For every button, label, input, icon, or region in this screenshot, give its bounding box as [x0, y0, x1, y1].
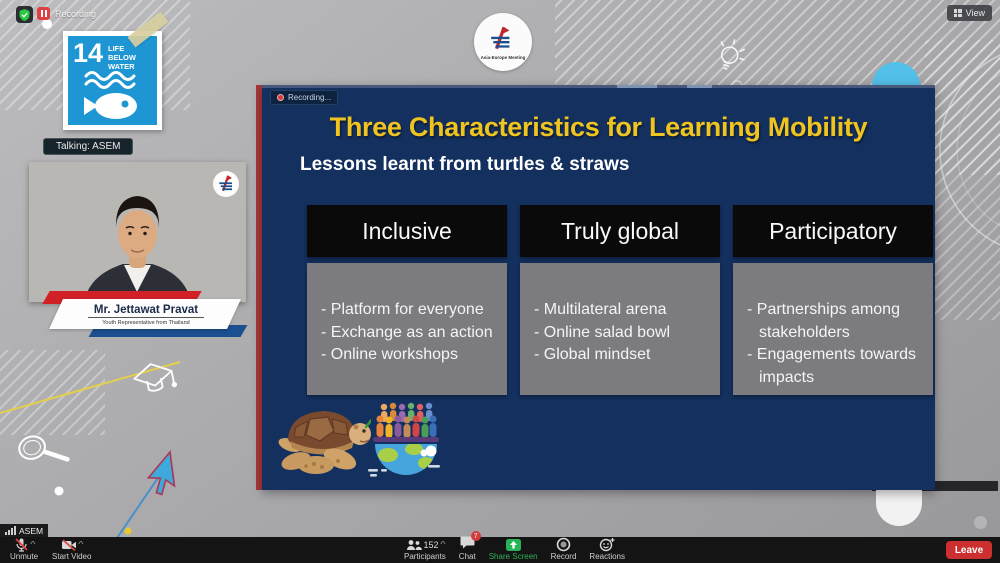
record-icon — [556, 537, 571, 552]
blue-line-decor — [117, 472, 162, 538]
view-label: View — [965, 8, 985, 18]
slide-subtitle: Lessons learnt from turtles & straws — [300, 154, 630, 175]
asem-logo-caption: Asia-Europe Meeting — [480, 55, 526, 60]
window-title-sliver — [262, 85, 935, 88]
security-shield-button[interactable] — [16, 6, 33, 23]
recording-label: Recording — [55, 8, 97, 19]
sdg-title-line2: BELOW WATER — [108, 53, 136, 71]
stripe-pattern-left — [0, 350, 105, 435]
share-screen-button[interactable] — [489, 538, 538, 561]
column-header: Participatory — [733, 205, 933, 257]
gray-dot-decor — [974, 516, 987, 529]
sea-turtle-illustration — [276, 401, 371, 479]
recording-icon — [37, 7, 50, 20]
reactions-button[interactable] — [589, 538, 625, 561]
bullet-item: - Multilateral arena — [534, 301, 667, 318]
asem-logo-icon — [488, 24, 518, 54]
leave-label: Leave — [954, 544, 984, 556]
cursor-arrow-icon — [144, 452, 189, 499]
column-inclusive — [307, 205, 507, 395]
mic-muted-icon — [14, 537, 29, 552]
signal-bars-icon — [5, 526, 16, 535]
speaker-role: Youth Representative from Thailand — [102, 320, 190, 326]
talking-status-badge — [43, 138, 133, 155]
leave-button[interactable] — [946, 541, 992, 559]
yellow-dot-decor — [125, 528, 132, 535]
column-header: Inclusive — [307, 205, 507, 257]
record-label: Record — [550, 552, 577, 561]
column-participatory — [733, 205, 933, 395]
reactions-label: Reactions — [589, 552, 625, 561]
bullet-item: - Online salad bowl — [534, 323, 671, 341]
people-on-globe-illustration — [368, 395, 444, 483]
participants-label: Participants — [404, 552, 446, 561]
speaker-avatar — [29, 162, 246, 302]
slide-columns — [307, 205, 933, 395]
video-off-icon — [61, 537, 77, 552]
participants-chevron[interactable]: ^ — [439, 539, 446, 549]
record-button[interactable] — [551, 538, 577, 561]
chat-badge: 7 — [471, 531, 481, 541]
video-options-chevron[interactable]: ^ — [78, 539, 84, 549]
participants-icon — [406, 538, 422, 552]
speaker-video-thumbnail[interactable] — [29, 162, 246, 302]
network-label: ASEM — [19, 525, 44, 536]
participants-button[interactable] — [404, 538, 446, 561]
bullet-item: - Engagements towards impacts — [747, 346, 916, 387]
bullet-item: - Exchange as an action — [321, 323, 493, 341]
column-body — [520, 263, 720, 395]
mic-options-chevron[interactable]: ^ — [29, 539, 36, 549]
asem-logo — [474, 13, 532, 71]
meeting-toolbar — [0, 532, 1000, 563]
talking-label: Talking: ASEM — [56, 141, 121, 152]
share-screen-label: Share Screen — [488, 552, 538, 561]
white-dot-decor — [42, 19, 52, 29]
bullet-item: - Global mindset — [534, 346, 651, 364]
bullet-item: - Platform for everyone — [321, 301, 484, 318]
sdg14-card — [63, 31, 162, 130]
chat-button[interactable] — [458, 532, 478, 561]
start-video-label: Start Video — [52, 552, 92, 561]
column-body — [307, 263, 507, 395]
shield-icon — [19, 9, 30, 21]
column-header: Truly global — [520, 205, 720, 257]
view-button[interactable] — [947, 5, 992, 21]
network-quality-badge — [0, 524, 48, 537]
participants-count: 152 — [423, 539, 439, 550]
sdg-number: 14 — [73, 38, 104, 68]
recording-dot-icon — [277, 94, 284, 101]
view-grid-icon — [954, 9, 962, 17]
shared-screen-slide — [262, 85, 935, 490]
slide-recording-label: Recording... — [288, 93, 332, 102]
unmute-button[interactable] — [10, 538, 38, 561]
speaker-nameplate — [44, 291, 244, 337]
bullet-item: - Online workshops — [321, 346, 458, 364]
column-body — [733, 263, 933, 395]
speaker-name: Mr. Jettawat Pravat — [88, 304, 204, 318]
fish-waves-icon — [68, 68, 157, 123]
slide-recording-badge — [270, 90, 338, 105]
slide-title: Three Characteristics for Learning Mobility — [329, 112, 868, 142]
recording-indicator[interactable] — [37, 7, 96, 20]
sdg-title-line1: LIFE — [108, 44, 125, 53]
column-truly-global — [520, 205, 720, 395]
white-dot-decor — [55, 487, 64, 496]
reactions-icon — [599, 537, 615, 552]
chat-label: Chat — [458, 552, 476, 561]
start-video-button[interactable] — [52, 538, 91, 561]
share-screen-icon — [505, 538, 522, 552]
unmute-label: Unmute — [10, 552, 39, 561]
bullet-item: - Partnerships among stakeholders — [747, 301, 900, 341]
